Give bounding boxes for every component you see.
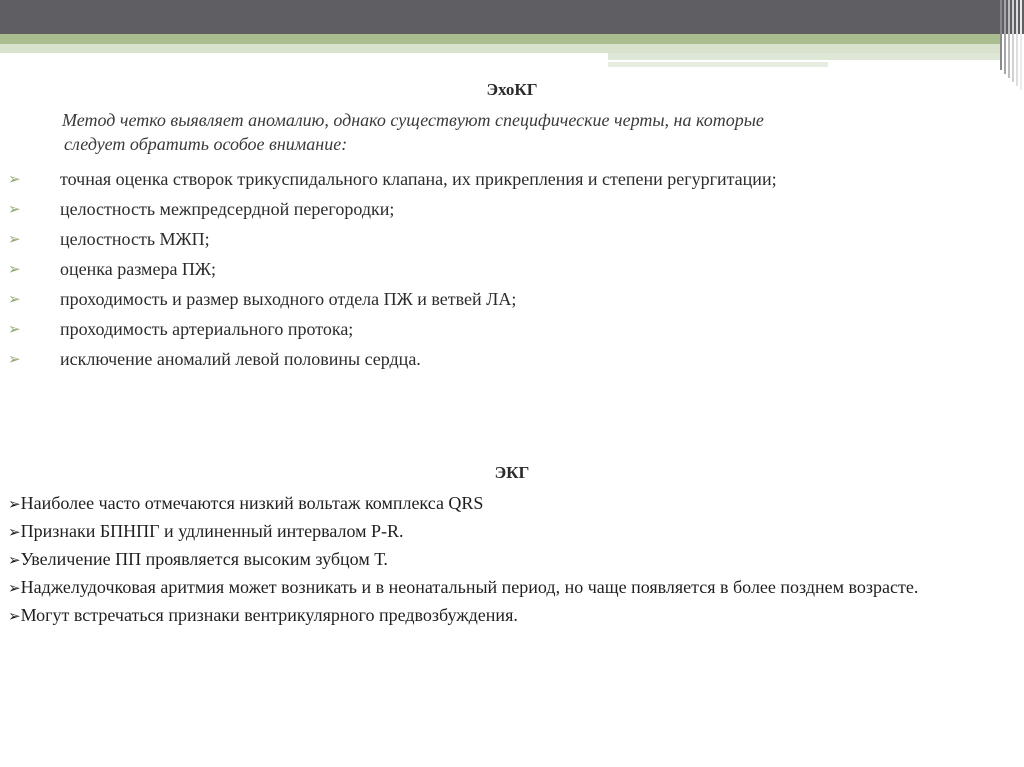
header-band-dark [0, 0, 1024, 34]
arrow-bullet-icon: ➢ [8, 230, 21, 248]
list-item [8, 602, 998, 630]
echo-heading: ЭхоКГ [486, 80, 538, 99]
ecg-list [8, 490, 998, 630]
arrow-bullet-icon: ➢ [8, 350, 21, 368]
echo-list [0, 164, 777, 374]
list-item-text: Увеличение ПП проявляется высоким зубцом Т. [20, 549, 388, 569]
list-item [8, 490, 998, 518]
list-item-text: Наджелудочковая аритмия может возникать и в неонатальный период, но чаще появляется в более позднем возрасте. [20, 577, 919, 597]
list-item-text: Могут встречаться признаки вентрикулярного предвозбуждения. [20, 605, 518, 625]
arrow-bullet-icon: ➢ [8, 579, 21, 597]
list-item [0, 284, 777, 314]
decor-line [1008, 0, 1010, 78]
list-item-text: оценка размера ПЖ; [60, 259, 217, 279]
list-item-text: точная оценка створок трикуспидального клапана, их прикрепления и степени регургитации; [60, 169, 777, 189]
arrow-bullet-icon: ➢ [8, 523, 21, 541]
decor-line [1020, 0, 1022, 90]
list-item-text: исключение аномалий левой половины сердца. [60, 349, 421, 369]
arrow-bullet-icon: ➢ [8, 607, 21, 625]
decor-line [1004, 0, 1006, 74]
list-item [0, 254, 777, 284]
list-item [0, 194, 777, 224]
ecg-heading: ЭКГ [494, 463, 530, 482]
header-band-light [0, 44, 1000, 53]
list-item [0, 224, 777, 254]
decor-line [1000, 0, 1002, 70]
list-item [8, 518, 998, 546]
header-band-green [0, 34, 1000, 44]
list-item-text: Признаки БПНПГ и удлиненный интервалом P-R. [20, 521, 404, 541]
decor-line [1012, 0, 1014, 82]
list-item-text: проходимость и размер выходного отдела ПЖ и ветвей ЛА; [60, 289, 517, 309]
list-item-text: Наиболее часто отмечаются низкий вольтаж комплекса QRS [20, 493, 484, 513]
arrow-bullet-icon: ➢ [8, 290, 21, 308]
intro-line-1: Метод четко выявляет аномалию, однако существуют специфические черты, на которые [62, 110, 764, 130]
list-item-text: целостность МЖП; [60, 229, 210, 249]
list-item [0, 164, 777, 194]
list-item-text: целостность межпредсердной перегородки; [60, 199, 395, 219]
decor-line [1016, 0, 1018, 86]
list-item [0, 314, 777, 344]
header-band-light-2 [608, 53, 1000, 60]
arrow-bullet-icon: ➢ [8, 551, 21, 569]
arrow-bullet-icon: ➢ [8, 170, 21, 188]
intro-line-2: следует обратить особое внимание: [64, 134, 348, 154]
intro-text [62, 108, 962, 156]
header-band-light-3 [608, 62, 828, 67]
list-item [8, 574, 998, 602]
list-item [0, 344, 777, 374]
arrow-bullet-icon: ➢ [8, 320, 21, 338]
arrow-bullet-icon: ➢ [8, 200, 21, 218]
list-item-text: проходимость артериального протока; [60, 319, 354, 339]
list-item [8, 546, 998, 574]
arrow-bullet-icon: ➢ [8, 260, 21, 278]
arrow-bullet-icon: ➢ [8, 495, 21, 513]
